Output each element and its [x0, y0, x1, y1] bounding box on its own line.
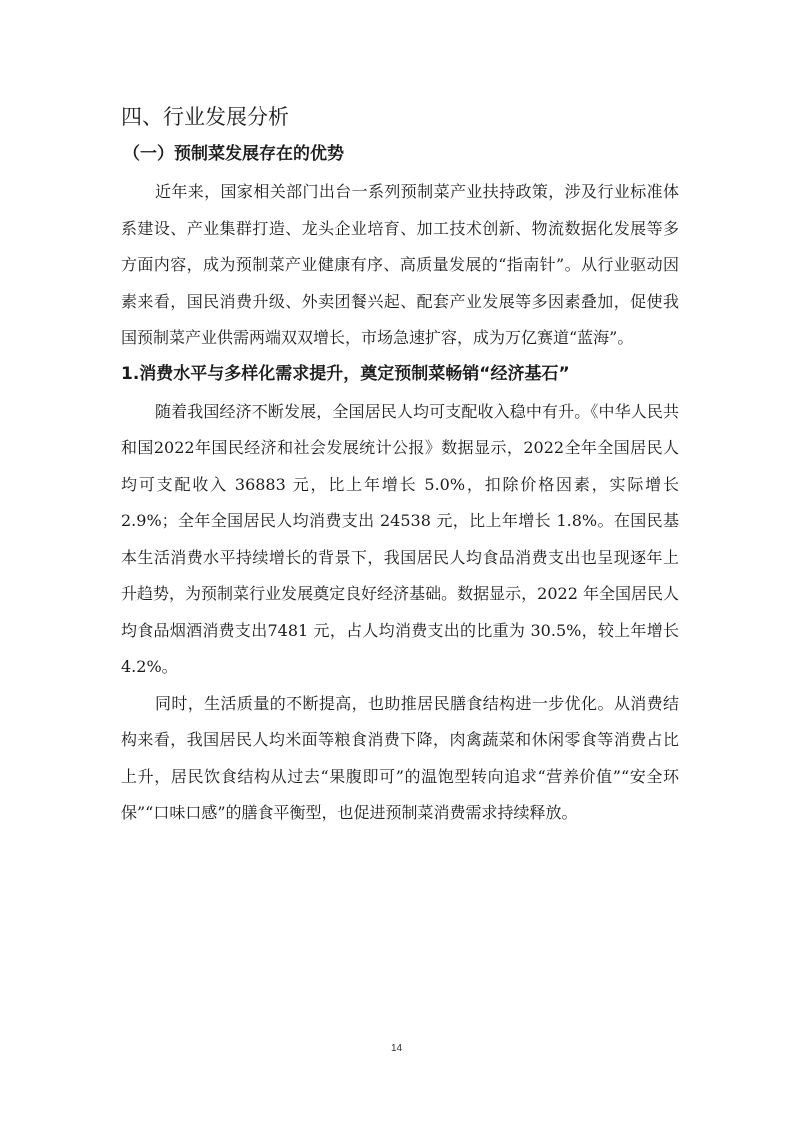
- page-content: [121, 100, 679, 832]
- body-paragraph-2: 随着我国经济不断发展，全国居民人均可支配收入稳中有升。《中华人民共和国2022年国民经济和社会发展统计公报》数据显示，2022全年全国居民人均可支配收入 36883 元，比上年增长 5.0%，扣除价格因素，实际增长 2.9%；全年全国居民人均消费支出 24538 元，比上年增长 1.8%。在国民基本生活消费水平持续增长的背景下，我国居民人均食品消费支出也呈现逐年上升趋势，为预制菜行业发展奠定良好经济基础。数据显示，2022 年全国居民人均食品烟酒消费支出7481 元，占人均消费支出的比重为 30.5%，较上年增长 4.2%。: [121, 401, 679, 676]
- section-heading: 四、行业发展分析: [121, 105, 289, 129]
- body-paragraph-1: 近年来，国家相关部门出台一系列预制菜产业扶持政策，涉及行业标准体系建设、产业集群打造、龙头企业培育、加工技术创新、物流数据化发展等多方面内容，成为预制菜产业健康有序、高质量发展的“指南针”。从行业驱动因素来看，国民消费升级、外卖团餐兴起、配套产业发展等多因素叠加，促使我国预制菜产业供需两端双双增长，市场急速扩容，成为万亿赛道“蓝海”。: [121, 182, 679, 347]
- body-paragraph-3: 同时，生活质量的不断提高，也助推居民膳食结构进一步优化。从消费结构来看，我国居民人均米面等粮食消费下降，肉禽蔬菜和休闲零食等消费占比上升，居民饮食结构从过去“果腹即可”的温饱型转向追求“营养价值”“安全环保”“口味口感”的膳食平衡型，也促进预制菜消费需求持续释放。: [121, 693, 679, 822]
- point-heading: 1.消费水平与多样化需求提升，奠定预制菜畅销“经济基石”: [121, 363, 570, 384]
- page-number: 14: [390, 1043, 403, 1054]
- subsection-heading: （一）预制菜发展存在的优势: [123, 144, 344, 164]
